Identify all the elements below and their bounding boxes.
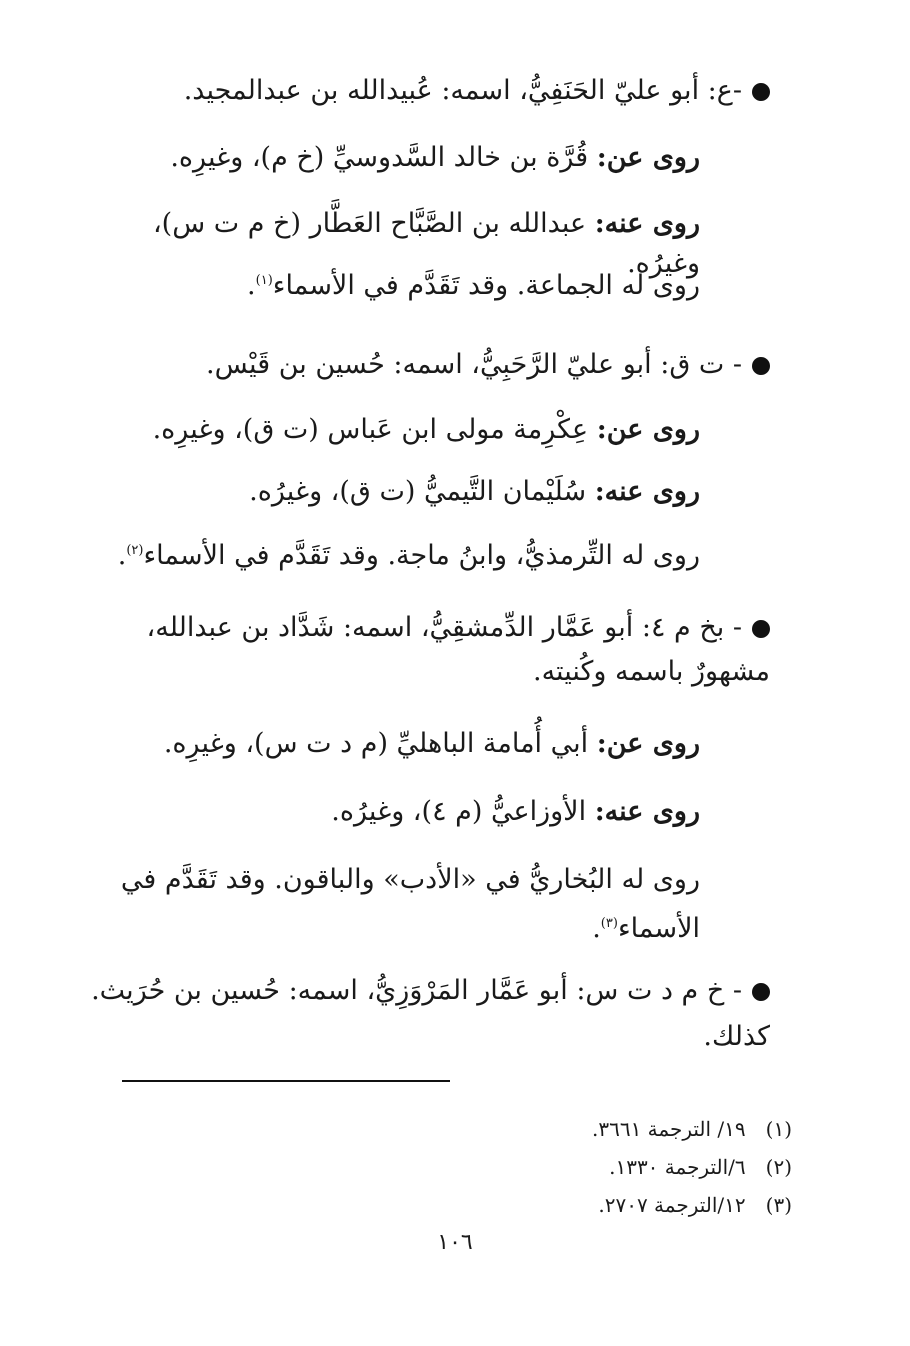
entry-1-head: -ع: أبو عليّ الحَنَفِيُّ، اسمه: عُبيدالله بن عبدالمجيد. (80, 62, 792, 120)
entry-4-head: - خ م د ت س: أبو عَمَّار المَرْوَزِيُّ، اسمه: حُسين بن حُرَيث. كذلك. (91, 975, 770, 1052)
entry-2-rawa-an: روى عن: عِكْرِمة مولى ابن عَباس (ت ق)، وغيرِه. (152, 414, 700, 445)
bullet-icon (752, 983, 770, 1001)
entry-3-rawa-an: روى عن: أبي أُمامة الباهليِّ (م د ت س)، وغيرِه. (163, 728, 700, 759)
footnote-ref: (٣) (600, 916, 618, 931)
entry-1-rawa-lahu: روى له الجماعة. وقد تَقَدَّم في الأسماء$^{(١)}$. (247, 270, 700, 301)
entry-2-rawa-anhu: روى عنه: سُلَيْمان التَّيميُّ (ت ق)، وغيرُه. (249, 476, 700, 507)
entry-1-rawa-an: روى عن: قُرَّة بن خالد السَّدوسيِّ (خ م)، وغيرِه. (170, 142, 700, 173)
entry-2-head: - ت ق: أبو عليّ الرَّحَبِيُّ، اسمه: حُسين بن قَيْس. (80, 336, 792, 394)
footnote-item: (٢) ٦/الترجمة ١٣٣٠. (609, 1155, 792, 1179)
entry-3-head: - بخ م ٤: أبو عَمَّار الدِّمشقِيُّ، اسمه: شَدَّاد بن عبدالله، مشهورٌ باسمه وكُنيته. (146, 612, 770, 687)
footnote-ref: (٢) (126, 543, 144, 558)
footnote-ref: (١) (255, 273, 273, 288)
entry-2-rawa-lahu: روى له التِّرمذيُّ، وابنُ ماجة. وقد تَقَدَّم في الأسماء$^{(٢)}$. (117, 540, 700, 571)
bullet-icon (752, 620, 770, 638)
entry-3-rawa-anhu: روى عنه: الأوزاعيُّ (م ٤)، وغيرُه. (331, 796, 700, 827)
footnotes (300, 1110, 792, 1224)
entry-3-rawa-lahu: روى له البُخاريُّ في «الأدب» والباقون. وقد تَقَدَّم في الأسماء$^{(٣)}$. (120, 864, 700, 944)
entry-1-rawa-anhu: روى عنه: عبدالله بن الصَّبَّاح العَطَّار (خ م ت س)، وغيرُه. (152, 208, 700, 279)
bullet-icon (752, 83, 770, 101)
bullet-icon (752, 357, 770, 375)
footnote-divider (122, 1080, 450, 1082)
page-number: ١٠٦ (437, 1230, 473, 1255)
footnote-item: (٣) ١٢/الترجمة ٢٧٠٧. (598, 1193, 792, 1217)
footnote-item: (١) ١٩/ الترجمة ٣٦٦١. (592, 1117, 792, 1141)
